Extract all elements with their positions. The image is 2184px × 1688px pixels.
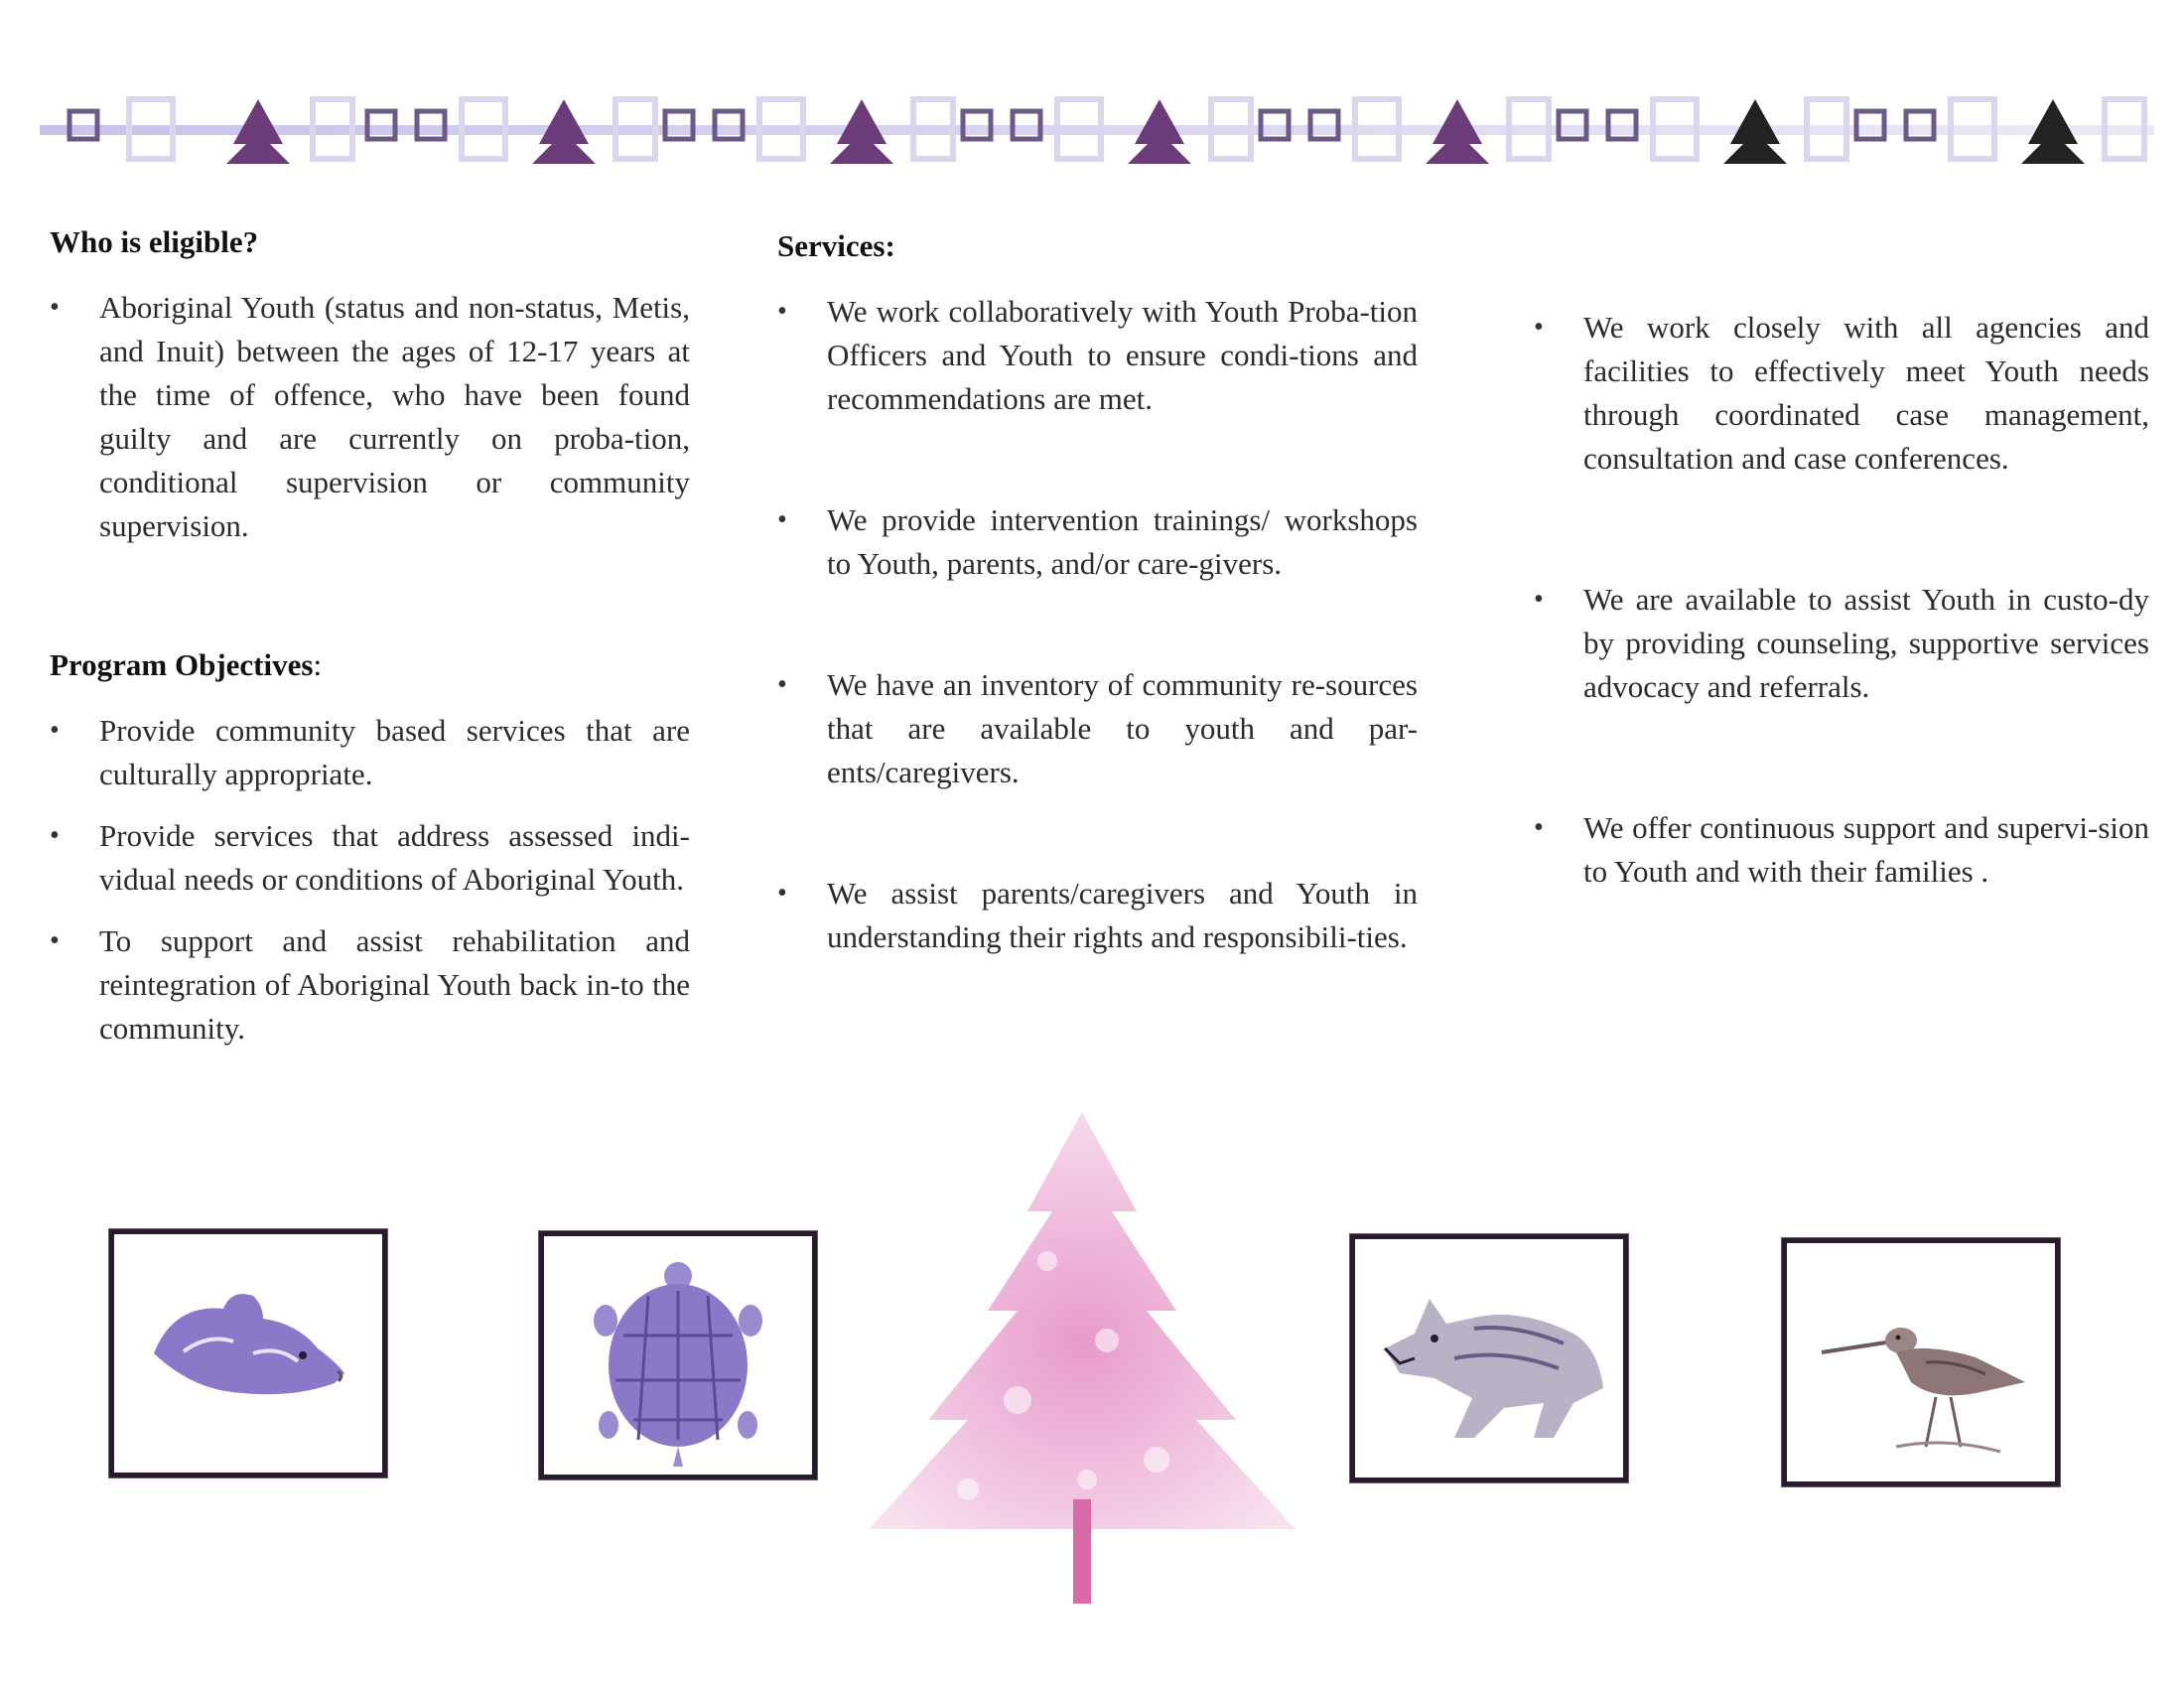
tree-image [849,1102,1315,1609]
list-item: • We have an inventory of community re-sources that are available to youth and par-ents/caregivers. [777,663,1418,794]
list-item: • We offer continuous support and supervi-sion to Youth and with their families . [1534,806,2149,894]
column-eligibility [50,220,690,1051]
list-item: • Aboriginal Youth (status and non-status, Metis, and Inuit) between the ages of 12-17 years at the time of offence, who have been found guilty and are currently on proba-tion, conditional supervision or community supervision. [50,286,690,548]
bird-frame [1782,1238,2060,1486]
list-item: • We assist parents/caregivers and Youth in understanding their rights and responsibili-ties. [777,872,1418,959]
turtle-frame [539,1231,817,1479]
list-item: • We provide intervention trainings/ workshops to Youth, parents, and/or care-givers. [777,498,1418,586]
wolf-frame [1350,1234,1628,1482]
objectives-heading [50,643,690,687]
list-item: • To support and assist rehabilitation and reintegration of Aboriginal Youth back in-to the community. [50,919,690,1051]
eligibility-heading: Who is eligible? [50,224,259,259]
list-item: • We work collaboratively with Youth Proba-tion Officers and Youth to ensure condi-tions and recommendations are met. [777,290,1418,421]
objectives-heading-suffix: : [313,647,323,682]
services-more-list [1534,306,2149,894]
list-item: • Provide community based services that are culturally appropriate. [50,709,690,796]
turtle-image [544,1236,812,1475]
wolf-image [1355,1239,1623,1477]
bird-image [1787,1243,2055,1481]
services-list [777,290,1418,959]
bear-image [114,1234,382,1473]
decorative-banner [40,89,2154,179]
objectives-heading-text: Program Objectives [50,647,314,682]
list-item: • We work closely with all agencies and facilities to effectively meet Youth needs through coordinated case management, consultation and case conferences. [1534,306,2149,481]
objectives-list [50,709,690,1051]
services-heading: Services: [777,228,895,263]
list-item: • We are available to assist Youth in custo-dy by providing counseling, supportive services advocacy and referrals. [1534,578,2149,709]
column-services-continued [1534,306,2149,894]
bear-frame [109,1229,387,1477]
column-services [777,224,1418,959]
eligibility-list [50,286,690,548]
list-item: • Provide services that address assessed indi-vidual needs or conditions of Aboriginal Youth. [50,814,690,902]
